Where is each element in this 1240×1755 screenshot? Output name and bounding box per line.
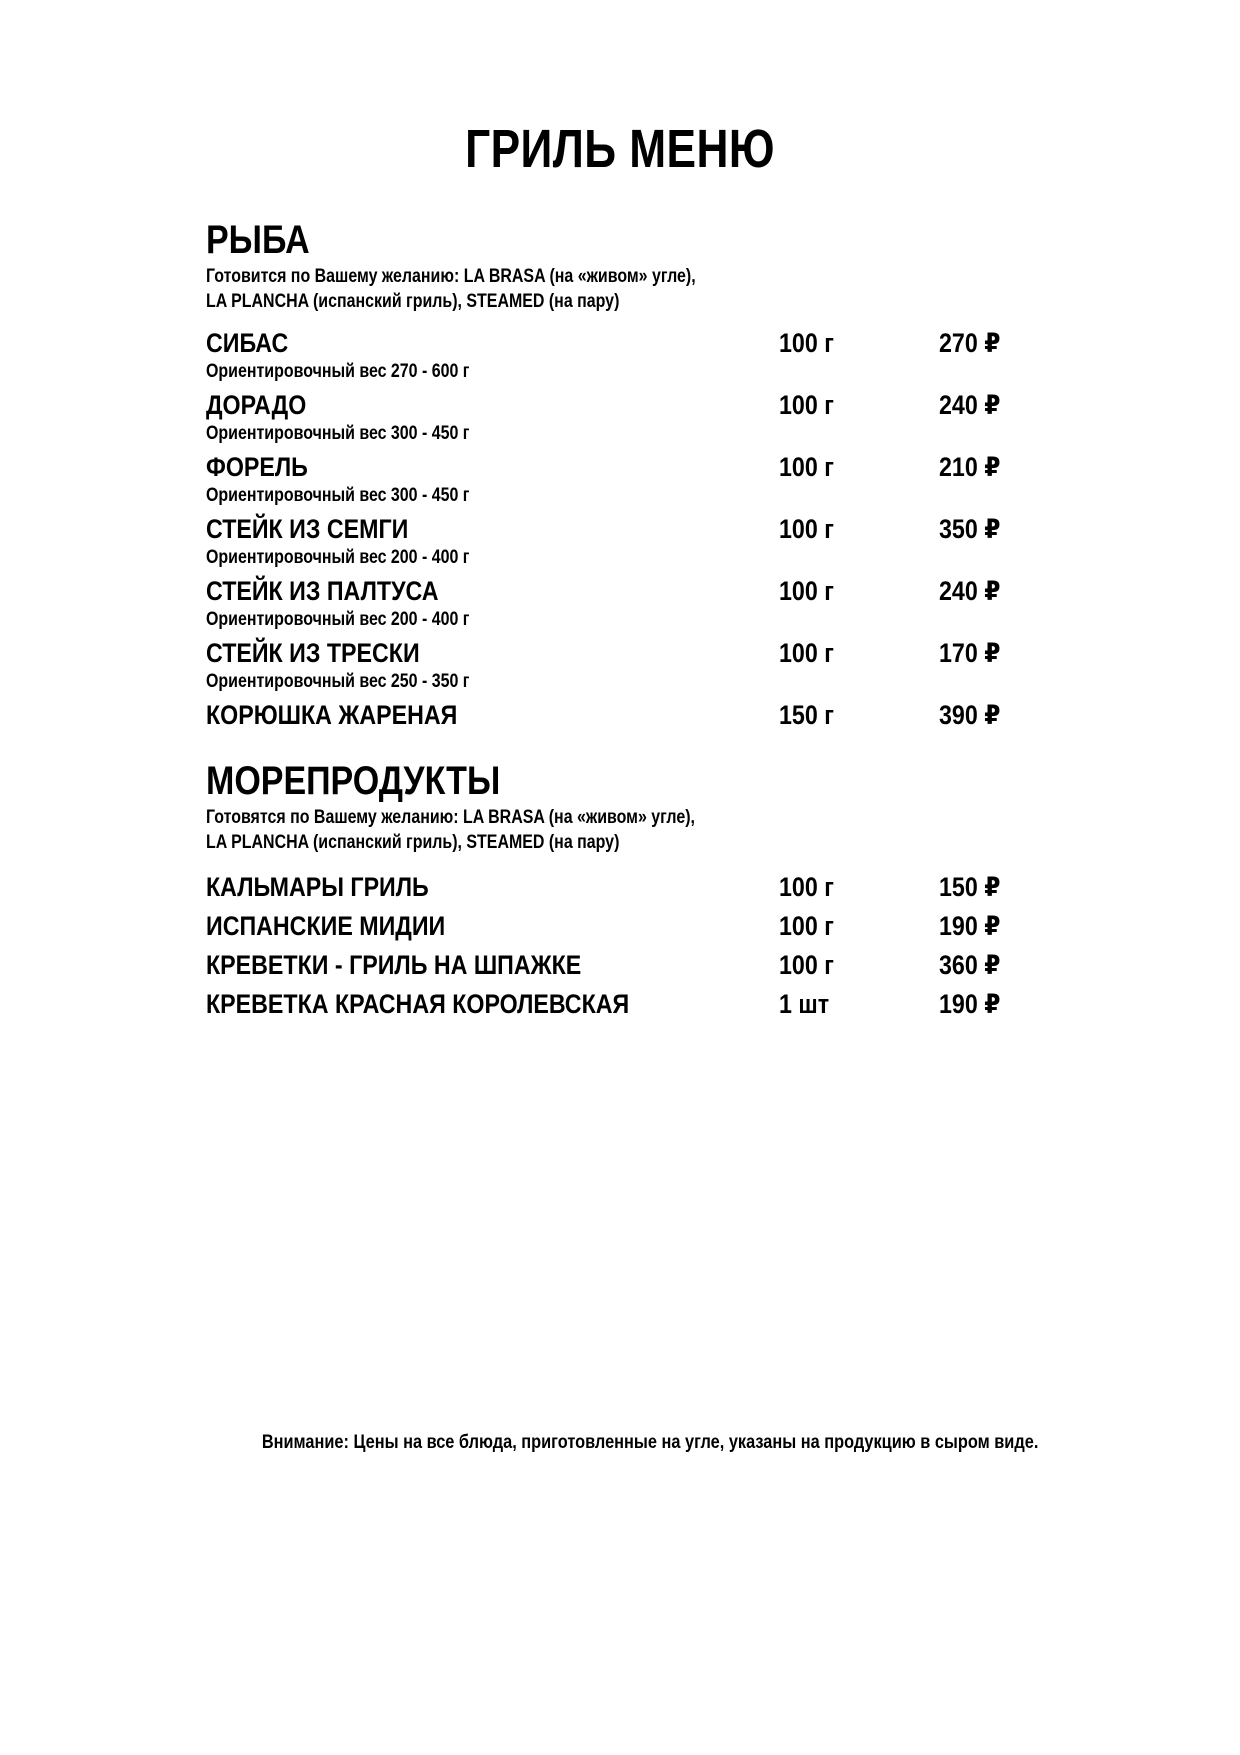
- item-name: ИСПАНСКИЕ МИДИИ: [206, 911, 446, 941]
- item-name: КАЛЬМАРЫ ГРИЛЬ: [206, 872, 429, 902]
- item-name: ФОРЕЛЬ: [206, 452, 308, 482]
- item-price: 240 ₽: [939, 576, 1001, 606]
- item-price: 390 ₽: [939, 700, 1001, 730]
- section-note-line: Готовятся по Вашему желанию: LA BRASA (на «живом» угле),: [206, 807, 695, 828]
- item-name: СТЕЙК ИЗ ТРЕСКИ: [206, 638, 420, 668]
- item-portion: 100 г: [779, 950, 834, 980]
- item-weight: Ориентировочный вес 300 - 450 г: [206, 485, 470, 506]
- page-title: ГРИЛЬ МЕНЮ: [465, 119, 775, 179]
- item-price: 270 ₽: [939, 328, 1001, 358]
- item-portion: 100 г: [779, 576, 834, 606]
- item-weight: Ориентировочный вес 270 - 600 г: [206, 361, 470, 382]
- menu-item-sibas: [206, 327, 1106, 389]
- item-weight: Ориентировочный вес 300 - 450 г: [206, 423, 470, 444]
- item-name: КОРЮШКА ЖАРЕНАЯ: [206, 700, 458, 730]
- menu-item-dorado: [206, 389, 1106, 451]
- fish-items-list: [206, 327, 1106, 761]
- section-title: МОРЕПРОДУКТЫ: [206, 759, 501, 803]
- item-weight: Ориентировочный вес 250 - 350 г: [206, 671, 470, 692]
- item-portion: 100 г: [779, 452, 834, 482]
- item-portion: 100 г: [779, 390, 834, 420]
- item-price: 360 ₽: [939, 950, 1001, 980]
- section-seafood: [206, 759, 1106, 855]
- footer-note: Внимание: Цены на все блюда, приготовленные на угле, указаны на продукцию в сыром виде.: [261, 1432, 1039, 1453]
- item-name: СТЕЙК ИЗ ПАЛТУСА: [206, 576, 439, 606]
- menu-item-forel: [206, 451, 1106, 513]
- section-note-line: Готовится по Вашему желанию: LA BRASA (на «живом» угле),: [206, 266, 696, 287]
- item-name: КРЕВЕТКА КРАСНАЯ КОРОЛЕВСКАЯ: [206, 989, 630, 1019]
- menu-item-paltus: [206, 575, 1106, 637]
- item-name: ДОРАДО: [206, 390, 307, 420]
- section-fish: [206, 218, 1106, 314]
- section-note-line: LA PLANCHA (испанский гриль), STEAMED (на пару): [206, 291, 620, 312]
- item-price: 350 ₽: [939, 514, 1001, 544]
- section-title: РЫБА: [206, 218, 310, 262]
- item-price: 190 ₽: [939, 989, 1001, 1019]
- item-portion: 100 г: [779, 328, 834, 358]
- item-price: 240 ₽: [939, 390, 1001, 420]
- item-portion: 150 г: [779, 700, 834, 730]
- item-portion: 1 шт: [779, 989, 830, 1019]
- menu-item-semga: [206, 513, 1106, 575]
- item-price: 210 ₽: [939, 452, 1001, 482]
- menu-item-midii: [206, 910, 1106, 949]
- item-portion: 100 г: [779, 514, 834, 544]
- menu-item-krevetki-shpazhka: [206, 949, 1106, 988]
- section-note: [206, 805, 962, 855]
- item-name: КРЕВЕТКИ - ГРИЛЬ НА ШПАЖКЕ: [206, 950, 582, 980]
- item-portion: 100 г: [779, 872, 834, 902]
- item-portion: 100 г: [779, 911, 834, 941]
- item-name: СИБАС: [206, 328, 289, 358]
- menu-item-koryushka: [206, 699, 1106, 761]
- menu-item-treska: [206, 637, 1106, 699]
- item-price: 190 ₽: [939, 911, 1001, 941]
- item-name: СТЕЙК ИЗ СЕМГИ: [206, 514, 409, 544]
- item-portion: 100 г: [779, 638, 834, 668]
- menu-item-krevetka-korolevskaya: [206, 988, 1106, 1027]
- item-weight: Ориентировочный вес 200 - 400 г: [206, 547, 470, 568]
- item-weight: Ориентировочный вес 200 - 400 г: [206, 609, 470, 630]
- item-price: 150 ₽: [939, 872, 1001, 902]
- item-price: 170 ₽: [939, 638, 1001, 668]
- section-note-line: LA PLANCHA (испанский гриль), STEAMED (на пару): [206, 832, 620, 853]
- menu-item-kalmary: [206, 871, 1106, 910]
- section-note: [206, 264, 962, 314]
- seafood-items-list: [206, 871, 1106, 1027]
